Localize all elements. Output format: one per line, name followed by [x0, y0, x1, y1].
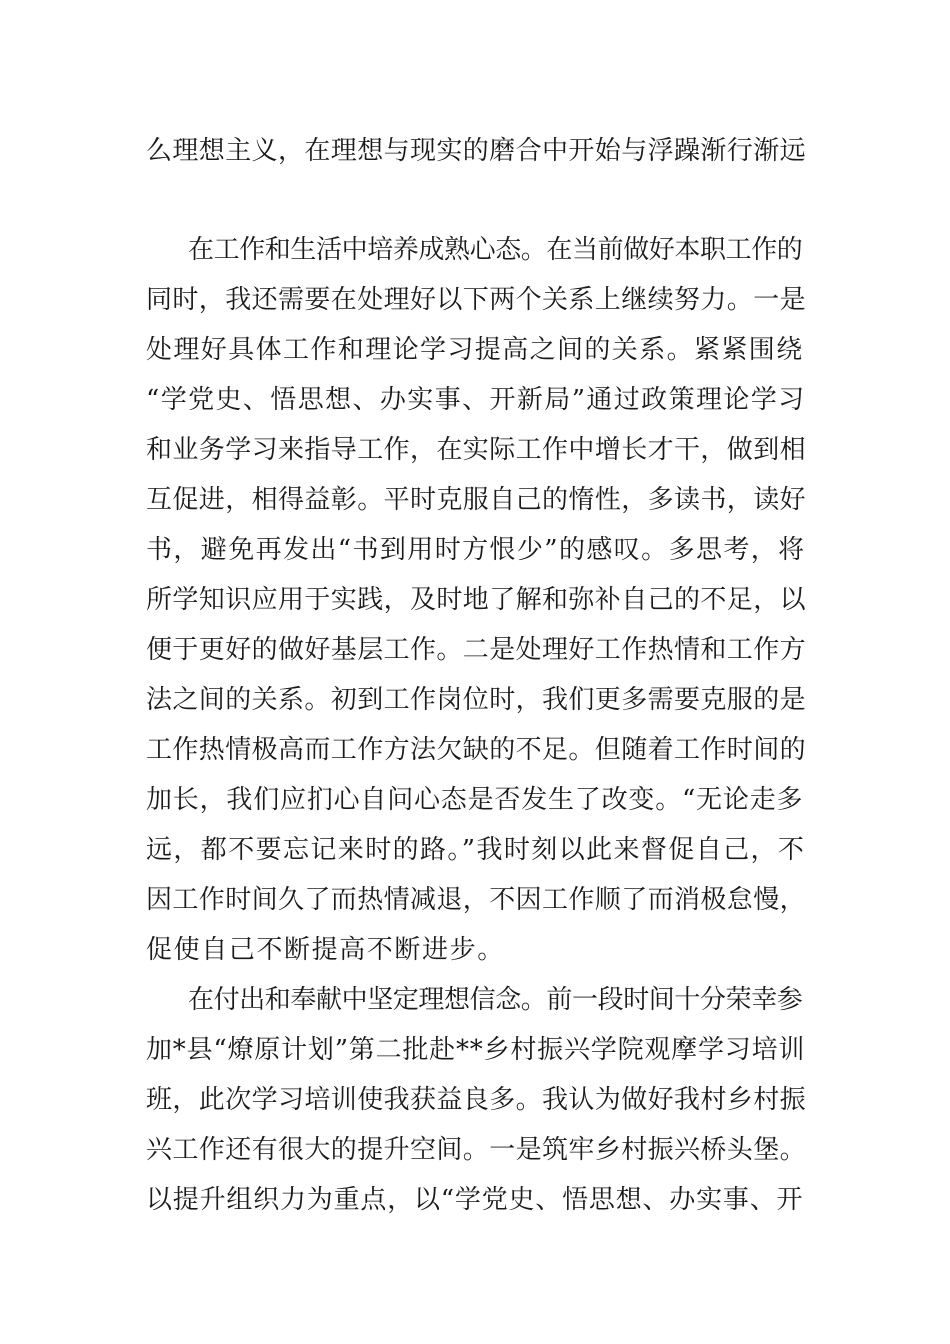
text-line: 法之间的关系。初到工作岗位时，我们更多需要克服的是: [146, 685, 807, 715]
text-line: 和业务学习来指导工作，在实际工作中增长才干，做到相: [146, 435, 807, 465]
text-line: 所学知识应用于实践，及时地了解和弥补自己的不足，以: [146, 585, 807, 615]
text-line: 班，此次学习培训使我获益良多。我认为做好我村乡村振: [146, 1085, 807, 1115]
text-line: 处理好具体工作和理论学习提高之间的关系。紧紧围绕: [146, 335, 804, 365]
text-line: 工作热情极高而工作方法欠缺的不足。但随着工作时间的: [146, 735, 807, 765]
paragraph-first-line: 在工作和生活中培养成熟心态。在当前做好本职工作的: [188, 235, 803, 265]
text-line: 远，都不要忘记来时的路。”我时刻以此来督促自己，不: [146, 835, 806, 865]
text-line: 么理想主义，在理想与现实的磨合中开始与浮躁渐行渐远: [146, 136, 807, 166]
text-line: 兴工作还有很大的提升空间。一是筑牢乡村振兴桥头堡。: [146, 1135, 807, 1165]
text-line: 互促进，相得益彰。平时克服自己的惰性，多读书，读好: [146, 485, 807, 515]
text-line: “学党史、悟思想、办实事、开新局”通过政策理论学习: [146, 385, 806, 415]
text-line: 促使自己不断提高不断进步。: [146, 935, 505, 965]
text-line: 同时，我还需要在处理好以下两个关系上继续努力。一是: [146, 285, 807, 315]
text-line: 书，避免再发出“书到用时方恨少”的感叹。多思考，将: [146, 535, 806, 565]
text-line: 加长，我们应扪心自问心态是否发生了改变。“无论走多: [146, 785, 804, 815]
text-line: 以提升组织力为重点，以“学党史、悟思想、办实事、开: [146, 1185, 804, 1215]
text-line: 便于更好的做好基层工作。二是处理好工作热情和工作方: [146, 635, 807, 665]
text-line: 加*县“燎原计划”第二批赴**乡村振兴学院观摩学习培训: [146, 1035, 806, 1065]
text-line: 因工作时间久了而热情减退，不因工作顺了而消极怠慢，: [146, 885, 807, 915]
paragraph-first-line: 在付出和奉献中坚定理想信念。前一段时间十分荣幸参: [188, 985, 803, 1015]
